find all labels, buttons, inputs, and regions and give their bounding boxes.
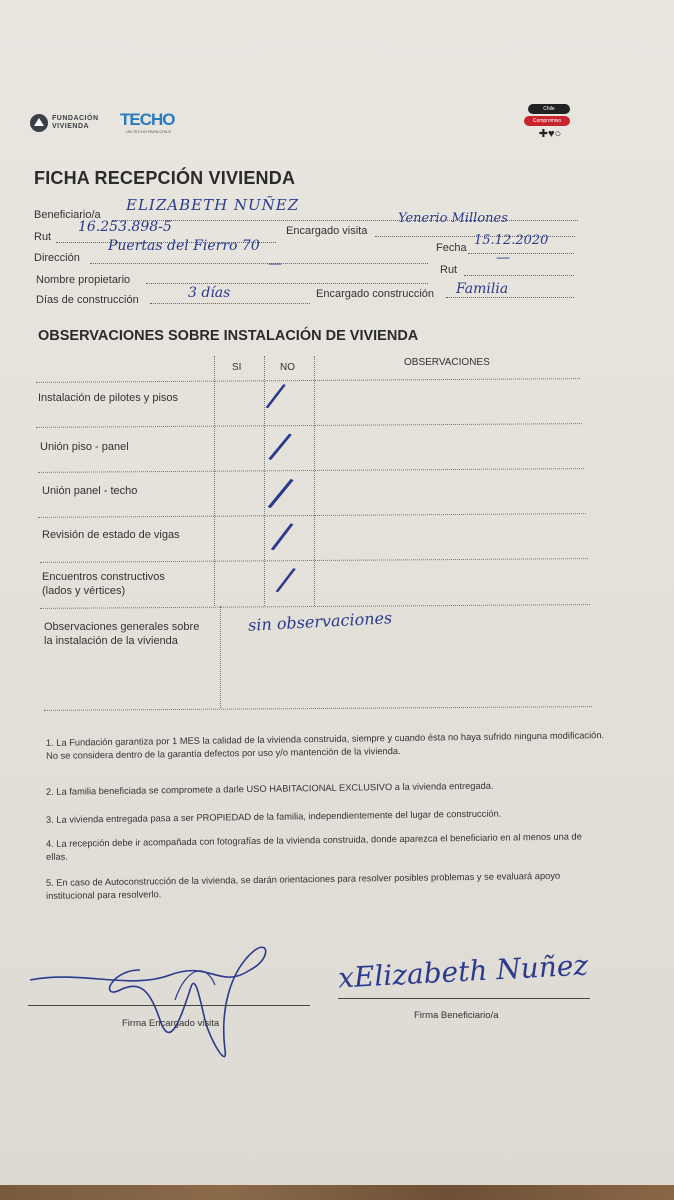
note-1: 1. La Fundación garantiza por 1 MES la calidad de la vivienda construida, siempre y cuando ésta no haya sufrido ninguna modificación. No se considera dentro de la garantía defectos por uso y/o mantención de la vivienda.	[45, 730, 605, 761]
table-row-label: Encuentros constructivos (lados y vértices)	[42, 571, 165, 597]
general-observaciones-label: Observaciones generales sobre la instalación de la vivienda	[44, 621, 200, 647]
rut2-label: Rut	[440, 264, 458, 276]
no-checkmark: /	[263, 375, 288, 417]
beneficiario-label: Beneficiario/a	[34, 209, 101, 221]
beneficiario-value: ELIZABETH NUÑEZ	[126, 196, 300, 214]
no-checkmark: /	[268, 513, 296, 559]
note-5: 5. En caso de Autoconstrucción de la vivienda, se darán orientaciones para resolver posibles problemas y se evaluará apoyo institucional para resolverlo.	[45, 870, 561, 901]
table-row-divider	[44, 706, 592, 711]
dias-value: 3 días	[188, 285, 231, 301]
page-title: FICHA RECEPCIÓN VIVIENDA	[34, 168, 296, 188]
note-2: 2. La familia beneficiada se compromete a darle USO HABITACIONAL EXCLUSIVO a la vivienda entregada.	[45, 780, 494, 797]
direccion-value: Puertas del Fierro 70	[108, 238, 260, 254]
observaciones-section-title: OBSERVACIONES SOBRE INSTALACIÓN DE VIVIENDA	[38, 328, 419, 344]
table-row-label: Unión panel - techo	[42, 485, 138, 497]
chile-pill: Chile	[528, 104, 570, 114]
encargado-visita-value: Yenerio Millones	[398, 211, 508, 226]
fecha-label: Fecha	[436, 242, 467, 254]
fundacion-logo-text: FUNDACIÓN VIVIENDA	[52, 115, 99, 130]
encargado-construccion-value: Familia	[456, 281, 509, 297]
table-surface	[0, 1185, 674, 1200]
encargado-signature-line	[28, 1005, 310, 1006]
table-row-divider	[36, 378, 580, 383]
col-divider-si	[214, 356, 215, 606]
col-divider-obs	[314, 356, 315, 606]
col-no-header: NO	[280, 362, 295, 373]
rut-label: Rut	[34, 231, 52, 243]
table-row-divider	[38, 468, 584, 473]
col-obs-header: OBSERVACIONES	[404, 357, 490, 368]
no-checkmark: /	[273, 559, 298, 601]
table-row-label: Instalación de pilotes y pisos	[38, 392, 179, 404]
encargado-construccion-label: Encargado construcción	[316, 288, 435, 300]
compromiso-pill: Compromiso	[524, 116, 570, 126]
techo-logo-subtitle: UN TECHO PARA CHILE	[126, 129, 172, 134]
table-row-divider	[38, 513, 586, 518]
beneficiario-signature: xElizabeth Nuñez	[337, 948, 589, 995]
heart-icons: ✚♥○	[538, 128, 562, 140]
no-checkmark: /	[265, 467, 297, 518]
note-4: 4. La recepción debe ir acompañada con fotografías de la vivienda construida, donde aparezca el beneficiario en al menos una de ellas.	[45, 831, 582, 862]
no-checkmark: /	[266, 423, 295, 469]
propietario-value: —	[268, 256, 282, 272]
beneficiario-signature-line	[338, 998, 590, 999]
encargado-signature-label: Firma Encargado visita	[122, 1018, 220, 1029]
fecha-value: 15.12.2020	[474, 233, 549, 248]
table-row-label: Unión piso - panel	[40, 441, 129, 453]
encargado-visita-label: Encargado visita	[286, 225, 368, 237]
techo-logo: TECHO	[120, 110, 175, 129]
general-observaciones-value: sin observaciones	[247, 608, 393, 635]
col-divider-general	[220, 606, 221, 708]
propietario-label: Nombre propietario	[36, 274, 131, 286]
dias-label: Días de construcción	[36, 294, 139, 306]
rut-value: 16.253.898-5	[78, 219, 172, 235]
col-divider-no	[264, 356, 265, 606]
rut2-value: —	[496, 250, 510, 266]
col-si-header: SI	[232, 362, 242, 373]
note-3: 3. La vivienda entregada pasa a ser PROPIEDAD de la familia, independientemente del lugar de construcción.	[45, 808, 502, 825]
table-row-divider	[36, 423, 582, 428]
direccion-label: Dirección	[34, 252, 80, 264]
table-row-label: Revisión de estado de vigas	[42, 529, 180, 541]
beneficiario-signature-label: Firma Beneficiario/a	[414, 1010, 499, 1021]
